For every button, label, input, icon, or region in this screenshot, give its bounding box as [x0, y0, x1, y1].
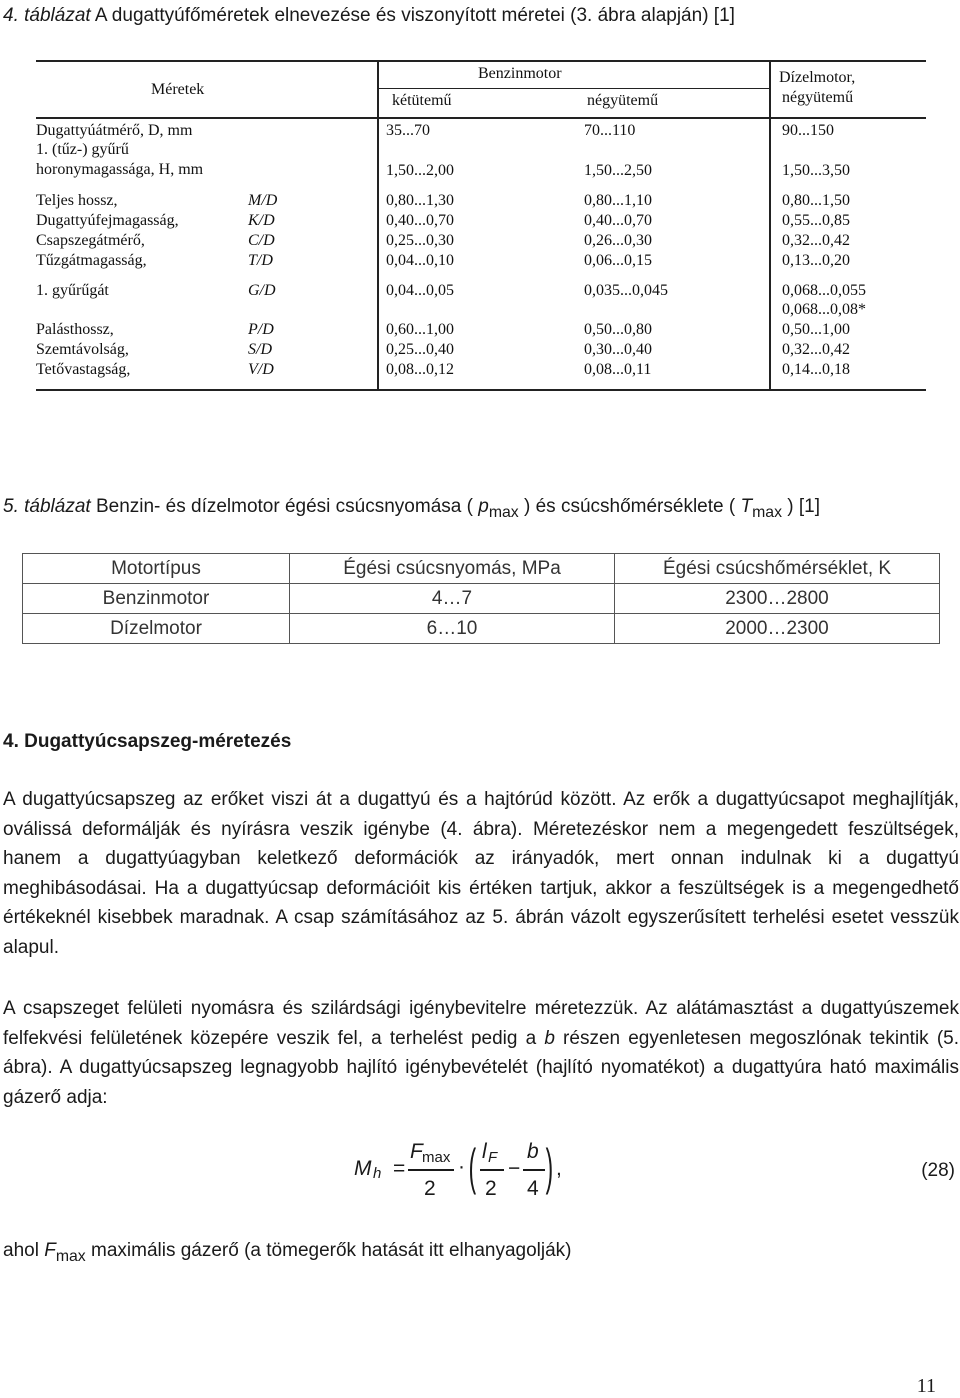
cell-negyutemu: 0,80...1,10: [584, 192, 652, 209]
table-row: [23, 584, 940, 614]
explanation-text: maximális gázerő (a tömegerők hatását itt elhanyagolják): [85, 1240, 572, 1261]
subscript-max: max: [55, 1247, 86, 1265]
multiplication-dot: ·: [458, 1155, 465, 1178]
cell-negyutemu: 70...110: [584, 122, 636, 139]
header-dizel-line1: Dízelmotor,: [779, 69, 856, 86]
paragraph-text-part1: A csapszeget felületi nyomásra és szilárdsági igénybevitelre méretezzük. Az alátámasztást a dugattyúszemek felfekvési felületének közepére veszik fel, a terhelést pedig a: [3, 998, 959, 1049]
header-cell: Égési csúcshőmérséklet, K: [615, 554, 940, 584]
cell-dizel: 0,32...0,42: [782, 232, 850, 249]
denominator-4: 4: [527, 1177, 539, 1200]
row-label: 1. gyűrűgát: [36, 282, 109, 299]
fraction-bar: [523, 1169, 545, 1171]
cell-ketutemu: 0,80...1,30: [386, 192, 454, 209]
cell-ketutemu: 0,60...1,00: [386, 321, 454, 338]
cell-ketutemu: 0,40...0,70: [386, 212, 454, 229]
row-label: 1. (tűz-) gyűrű: [36, 141, 129, 158]
header-negyutemu: négyütemű: [587, 92, 659, 109]
row-symbol: G/D: [248, 282, 276, 299]
right-parenthesis: ): [545, 1139, 554, 1195]
table5-caption-mid: ) és csúcshőmérséklete (: [518, 496, 741, 517]
subscript-max: max: [488, 503, 519, 521]
paragraph-text-part2: részen egyenletesen megoszlónak tekintik (5. ábra). A dugattyúcsapszeg legnagyobb hajlító igénybevételét (hajlító nyomatékot) a dugattyúra ható maximális gázerő adja:: [3, 1027, 959, 1108]
header-cell: Motortípus: [23, 554, 290, 584]
cell-dizel: 0,55...0,85: [782, 212, 850, 229]
table-row: [23, 614, 940, 644]
cell-negyutemu: 0,035...0,045: [584, 282, 668, 299]
cell-negyutemu: 0,06...0,15: [584, 252, 652, 269]
row-label: Dugattyúátmérő, D, mm: [36, 122, 193, 139]
table5: [22, 553, 940, 644]
table4-subheader-rule: [377, 88, 769, 89]
row-label: Palásthossz,: [36, 321, 114, 338]
cell-ketutemu: 0,25...0,30: [386, 232, 454, 249]
symbol-p: p: [478, 496, 489, 517]
cell-ketutemu: 35...70: [386, 122, 430, 139]
table4-divider-1: [377, 60, 379, 390]
header-dizel-line2: négyütemű: [782, 89, 854, 106]
header-benzinmotor: Benzinmotor: [478, 65, 562, 82]
row-symbol: P/D: [248, 321, 274, 338]
cell-ketutemu: 1,50...2,00: [386, 162, 454, 179]
table4-top-rule: [36, 60, 926, 62]
explanation-prefix: ahol: [3, 1240, 45, 1261]
cell-dizel: 0,13...0,20: [782, 252, 850, 269]
row-symbol: M/D: [248, 192, 278, 209]
symbol-F: F: [44, 1240, 56, 1261]
cell-dizel: 0,50...1,00: [782, 321, 850, 338]
row-label: Csapszegátmérő,: [36, 232, 145, 249]
header-meretek: Méretek: [151, 81, 205, 98]
symbol-M: M: [354, 1157, 372, 1180]
cell-dizel: 0,068...0,055: [782, 282, 866, 299]
subscript-h: h: [373, 1165, 382, 1182]
cell-negyutemu: 1,50...2,50: [584, 162, 652, 179]
table-cell: 2000…2300: [615, 614, 940, 644]
denominator-2: 2: [485, 1177, 497, 1200]
symbol-l: l: [482, 1140, 487, 1163]
cell-dizel: 0,14...0,18: [782, 361, 850, 378]
row-symbol: C/D: [248, 232, 275, 249]
denominator-2: 2: [424, 1177, 436, 1200]
fraction-bar: [408, 1169, 454, 1171]
row-label: Teljes hossz,: [36, 192, 118, 209]
fraction-bar: [480, 1169, 504, 1171]
cell-negyutemu: 0,08...0,11: [584, 361, 652, 378]
table4-header-rule: [36, 117, 926, 119]
equals-sign: =: [393, 1157, 406, 1180]
symbol-b: b: [544, 1027, 555, 1049]
paragraph-text: [3, 994, 959, 1112]
row-symbol: T/D: [248, 252, 273, 269]
table-cell: 6…10: [290, 614, 615, 644]
comma: ,: [556, 1157, 562, 1180]
row-label: Tűzgátmagasság,: [36, 252, 147, 269]
cell-dizel: 0,80...1,50: [782, 192, 850, 209]
section-heading: 4. Dugattyúcsapszeg-méretezés: [3, 731, 292, 752]
cell-ketutemu: 0,08...0,12: [386, 361, 454, 378]
body-paragraph-1: [3, 785, 959, 963]
cell-dizel: 0,32...0,42: [782, 341, 850, 358]
cell-negyutemu: 0,30...0,40: [584, 341, 652, 358]
header-ketutemu: kétütemű: [392, 92, 452, 109]
cell-dizel: 90...150: [782, 122, 834, 139]
cell-ketutemu: 0,25...0,40: [386, 341, 454, 358]
subscript-F: F: [488, 1149, 498, 1166]
table-cell: Dízelmotor: [23, 614, 290, 644]
row-symbol: S/D: [248, 341, 272, 358]
equation-28: [340, 1135, 590, 1205]
equation-explanation: [3, 1240, 572, 1266]
cell-ketutemu: 0,04...0,05: [386, 282, 454, 299]
table4-caption-label: 4. táblázat: [3, 5, 91, 26]
table-cell: 2300…2800: [615, 584, 940, 614]
page-number: 11: [916, 1375, 936, 1397]
table4-scan: [36, 60, 926, 390]
table5-caption-label: 5. táblázat: [3, 496, 91, 517]
table-cell: Benzinmotor: [23, 584, 290, 614]
body-paragraph-2: [3, 994, 959, 1112]
row-symbol: V/D: [248, 361, 274, 378]
table-cell: 4…7: [290, 584, 615, 614]
left-parenthesis: (: [468, 1139, 477, 1195]
symbol-F: F: [410, 1140, 423, 1163]
subscript-max: max: [752, 503, 782, 521]
table4-caption: [3, 5, 735, 27]
equation-number: (28): [921, 1160, 955, 1181]
minus-sign: −: [508, 1157, 521, 1180]
cell-negyutemu: 0,40...0,70: [584, 212, 652, 229]
table4-caption-text: A dugattyúfőméretek elnevezése és viszonyított méretei (3. ábra alapján) [1]: [90, 5, 735, 26]
cell-dizel: 0,068...0,08*: [782, 301, 866, 318]
cell-negyutemu: 0,50...0,80: [584, 321, 652, 338]
row-label: Dugattyúfejmagasság,: [36, 212, 179, 229]
table4-bottom-rule: [36, 389, 926, 391]
subscript-max: max: [422, 1149, 451, 1166]
row-symbol: K/D: [248, 212, 275, 229]
header-cell: Égési csúcsnyomás, MPa: [290, 554, 615, 584]
table5-caption: [3, 496, 820, 522]
row-label: Szemtávolság,: [36, 341, 129, 358]
row-label: Tetővastagság,: [36, 361, 131, 378]
cell-dizel: 1,50...3,50: [782, 162, 850, 179]
table5-caption-text: Benzin- és dízelmotor égési csúcsnyomása (: [90, 496, 479, 517]
paragraph-text: A dugattyúcsapszeg az erőket viszi át a dugattyú és a hajtórúd között. Az erők a dugattyúcsapot meghajlítják, oválissá deformálják és nyírásra veszik igénybe (4. ábra). Méretezéskor nem a megengedett feszültségek, hanem a dugattyúagyban keletkező deformációk az irányadók, mert onnan indulnak ki a dugattyú meghibásodásai. Ha a dugattyúcsap deformációit kis értéken tartjuk, akkor a feszültségek is a megengedhető értékeknél kisebbek maradnak. A csap számításához az 5. ábrán vázolt egyszerűsített terhelési esetet vesszük alapul.: [3, 789, 959, 958]
table5-header-row: [23, 554, 940, 584]
table4-divider-2: [769, 60, 771, 390]
table5-caption-end: ) [1]: [781, 496, 820, 517]
symbol-T: T: [740, 496, 753, 517]
cell-negyutemu: 0,26...0,30: [584, 232, 652, 249]
row-label: horonymagassága, H, mm: [36, 161, 204, 178]
cell-ketutemu: 0,04...0,10: [386, 252, 454, 269]
symbol-b: b: [527, 1140, 539, 1163]
